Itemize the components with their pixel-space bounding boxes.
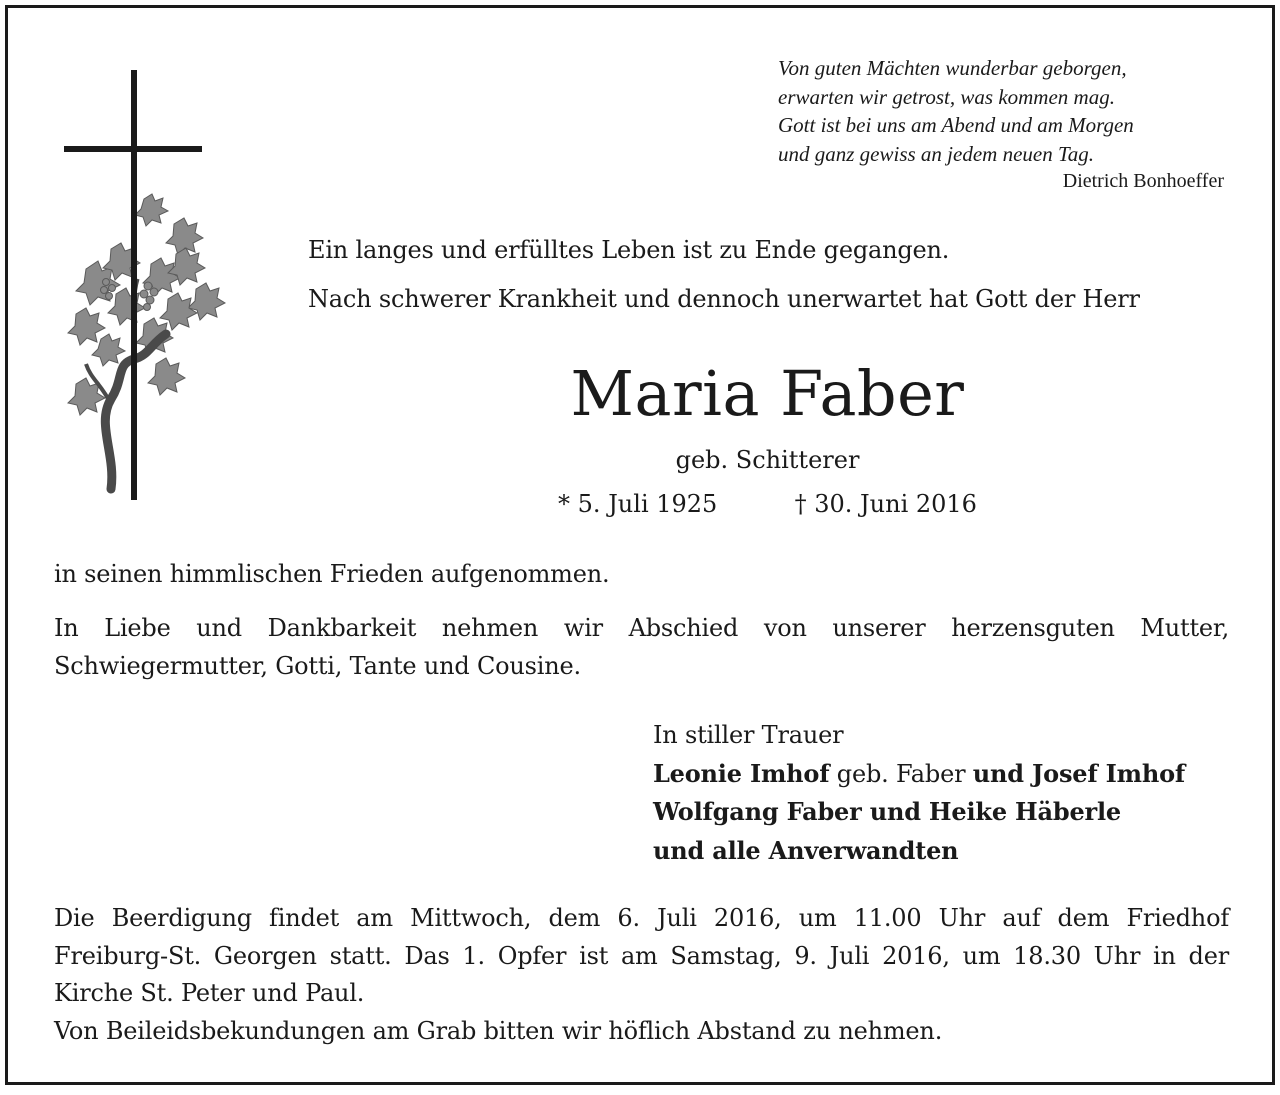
funeral-line: Kirche St. Peter und Paul. <box>54 979 365 1007</box>
death-date: † 30. Juni 2016 <box>794 490 977 518</box>
mourners-heading: In stiller Trauer <box>653 721 844 749</box>
quote-author: Dietrich Bonhoeffer <box>1062 170 1224 192</box>
maiden-name: geb. Schitterer <box>675 446 860 474</box>
mourner-line <box>653 755 1243 794</box>
quote-line: Von guten Mächten wunderbar geborgen, <box>778 56 1127 80</box>
life-dates <box>8 489 1272 519</box>
mourner-name: und Josef Imhof <box>972 758 1186 788</box>
mourner-line: und alle Anverwandten <box>653 835 959 865</box>
quote-line: Gott ist bei uns am Abend und am Morgen <box>778 113 1134 137</box>
funeral-info <box>54 900 1229 1050</box>
mourner-name: Leonie Imhof <box>653 758 830 788</box>
condolence-note: Von Beileidsbekundungen am Grab bitten wir höflich Abstand zu nehmen. <box>54 1016 943 1045</box>
funeral-line: Die Beerdigung findet am Mittwoch, dem 6. Juli 2016, um 11.00 Uhr auf dem Friedhof <box>54 904 1229 932</box>
intro-line-1: Ein langes und erfülltes Leben ist zu Ende gegangen. <box>308 236 950 264</box>
bonhoeffer-quote <box>778 54 1233 168</box>
farewell-paragraph: In Liebe und Dankbarkeit nehmen wir Abschied von unserer herzensguten Mutter, Schwiegermutter, Gotti, Tante und Cousine. <box>54 614 1229 680</box>
mourners-block <box>653 716 1243 870</box>
quote-line: und ganz gewiss an jedem neuen Tag. <box>778 141 1094 166</box>
obituary-notice <box>5 5 1275 1085</box>
quote-line: erwarten wir getrost, was kommen mag. <box>778 84 1115 109</box>
received-line: in seinen himmlischen Frieden aufgenommen. <box>54 560 610 588</box>
cross-with-vine-icon <box>56 64 236 504</box>
intro-line-2: Nach schwerer Krankheit und dennoch unerwartet hat Gott der Herr <box>308 285 1140 313</box>
funeral-line: Freiburg-St. Georgen statt. Das 1. Opfer ist am Samstag, 9. Juli 2016, um 18.30 Uhr in der <box>54 941 1229 970</box>
mourner-line: Wolfgang Faber und Heike Häberle <box>653 797 1121 826</box>
birth-date: * 5. Juli 1925 <box>558 490 718 518</box>
mourner-maiden: geb. Faber <box>829 759 973 788</box>
deceased-name: Maria Faber <box>570 357 965 430</box>
